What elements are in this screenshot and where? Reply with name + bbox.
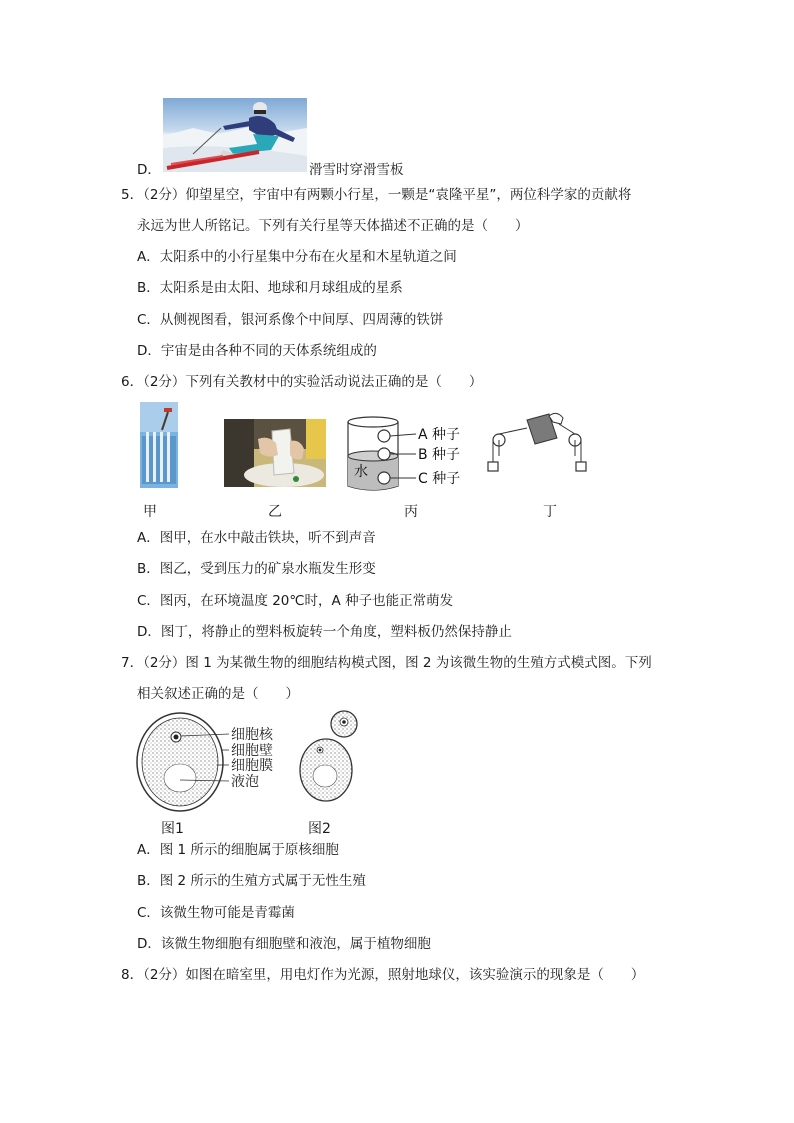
figure-bing-diagram (344, 414, 472, 494)
bing-seed-c-label: C 种子 (418, 471, 461, 487)
q6-caption-bing: 丙 (404, 504, 418, 520)
skier-photo (163, 98, 307, 172)
q7-option-a: A．图 1 所示的细胞属于原核细胞 (137, 842, 339, 858)
q7-option-b: B．图 2 所示的生殖方式属于无性生殖 (137, 873, 366, 889)
bing-seed-a-label: A 种子 (418, 427, 461, 443)
q5-option-a: A．太阳系中的小行星集中分布在火星和木星轨道之间 (137, 249, 457, 265)
figure-ding-diagram (487, 410, 593, 476)
q7-stem-line1: 7．（2分）图 1 为某微生物的细胞结构模式图，图 2 为该微生物的生殖方式模式图。下列 (121, 655, 652, 671)
q6-option-b: B．图乙，受到压力的矿泉水瓶发生形变 (137, 561, 376, 577)
q6-option-c: C．图丙，在环境温度 20℃时，A 种子也能正常萌发 (137, 593, 454, 609)
q7-fig2-caption: 图2 (308, 821, 331, 837)
q4-option-d-letter: D． (137, 162, 161, 178)
bing-seed-b-label: B 种子 (418, 447, 461, 463)
q7-fig1-caption: 图1 (161, 821, 184, 837)
q6-option-d: D．图丁，将静止的塑料板旋转一个角度，塑料板仍然保持静止 (137, 624, 512, 640)
fig1-label-cell-membrane: 细胞膜 (231, 758, 273, 774)
figure-yi-photo (224, 419, 326, 487)
fig1-label-vacuole: 液泡 (231, 774, 259, 790)
q5-option-c: C．从侧视图看，银河系像个中间厚、四周薄的铁饼 (137, 312, 444, 328)
figure-1-cell-diagram (136, 712, 296, 814)
q6-caption-jia: 甲 (143, 504, 157, 520)
q5-stem-line2: 永远为世人所铭记。下列有关行星等天体描述不正确的是（ ） (137, 218, 529, 234)
q7-option-d: D．该微生物细胞有细胞壁和液泡，属于植物细胞 (137, 936, 431, 952)
q7-stem-line2: 相关叙述正确的是（ ） (137, 686, 299, 702)
fig1-label-nucleus: 细胞核 (231, 727, 273, 743)
q5-option-d: D．宇宙是由各种不同的天体系统组成的 (137, 343, 377, 359)
q6-caption-yi: 乙 (268, 504, 282, 520)
figure-2-budding-diagram (298, 708, 362, 804)
q4-option-d-text: 滑雪时穿滑雪板 (309, 162, 404, 178)
q7-option-c: C．该微生物可能是青霉菌 (137, 905, 295, 921)
fig1-label-cell-wall: 细胞壁 (231, 743, 273, 759)
q6-caption-ding: 丁 (543, 504, 557, 520)
q5-option-b: B．太阳系是由太阳、地球和月球组成的星系 (137, 280, 403, 296)
q6-option-a: A．图甲，在水中敲击铁块，听不到声音 (137, 530, 376, 546)
bing-water-label: 水 (354, 464, 368, 480)
q6-stem: 6．（2分）下列有关教材中的实验活动说法正确的是（ ） (121, 374, 483, 390)
figure-jia-photo (140, 402, 178, 488)
q8-stem: 8．（2分）如图在暗室里，用电灯作为光源，照射地球仪，该实验演示的现象是（ ） (121, 967, 645, 983)
q5-stem-line1: 5．（2分）仰望星空，宇宙中有两颗小行星，一颗是“袁隆平星”，两位科学家的贡献将 (121, 187, 632, 203)
